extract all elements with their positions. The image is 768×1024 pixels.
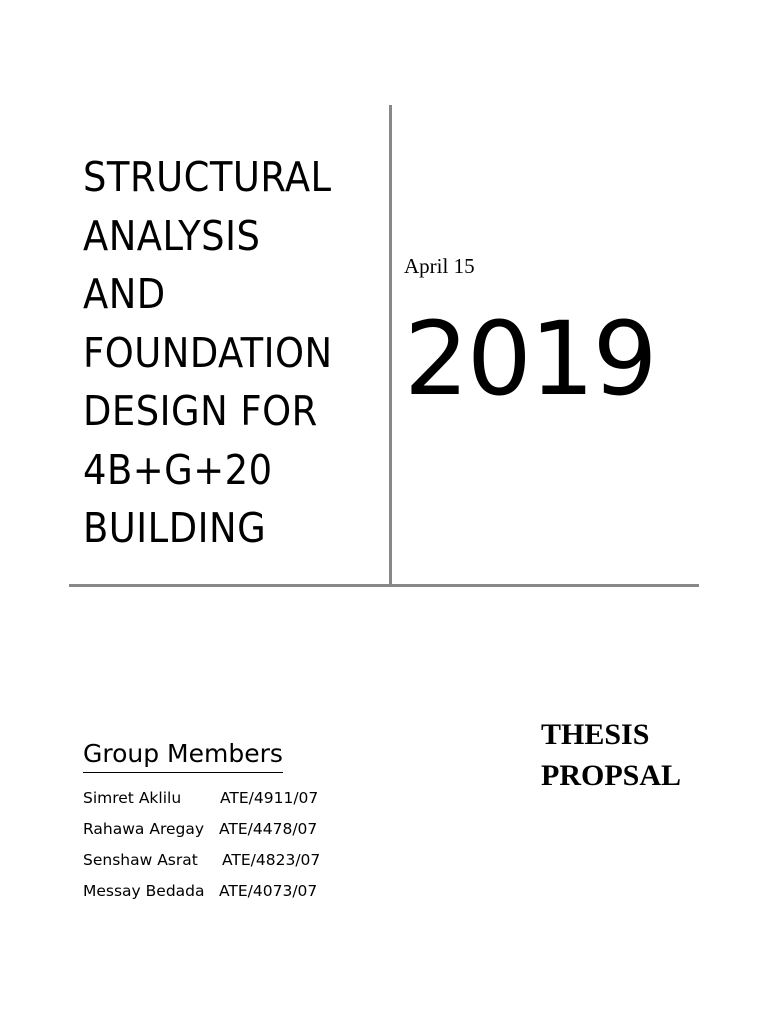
group-members-list — [83, 783, 320, 907]
member-id: ATE/4478/07 — [219, 820, 318, 838]
date-day: April 15 — [404, 254, 475, 278]
horizontal-divider — [69, 584, 699, 587]
member-name: Messay Bedada — [83, 882, 205, 900]
vertical-divider — [389, 105, 392, 586]
date-year: 2019 — [404, 300, 656, 419]
document-type-line: PROPSAL — [541, 759, 682, 792]
member-name: Senshaw Asrat — [83, 851, 198, 869]
document-type — [541, 714, 681, 796]
member-id: ATE/4073/07 — [219, 882, 318, 900]
title-line: 4B+G+20 — [83, 445, 273, 494]
document-title — [83, 148, 383, 558]
member-row — [83, 814, 320, 845]
title-line: AND — [83, 270, 166, 318]
member-id: ATE/4823/07 — [222, 851, 321, 869]
member-name: Rahawa Aregay — [83, 820, 205, 838]
member-name: Simret Aklilu — [83, 789, 182, 807]
member-row — [83, 783, 320, 814]
member-row — [83, 845, 320, 876]
member-row — [83, 876, 320, 907]
title-line: BUILDING — [83, 504, 267, 552]
group-members-heading: Group Members — [83, 736, 283, 773]
member-id: ATE/4911/07 — [220, 789, 319, 807]
document-type-line: THESIS — [541, 718, 650, 751]
title-line: DESIGN FOR — [83, 387, 318, 435]
title-line: FOUNDATION — [83, 328, 333, 377]
title-line: STRUCTURAL — [83, 153, 332, 201]
title-line: ANALYSIS — [83, 211, 261, 260]
